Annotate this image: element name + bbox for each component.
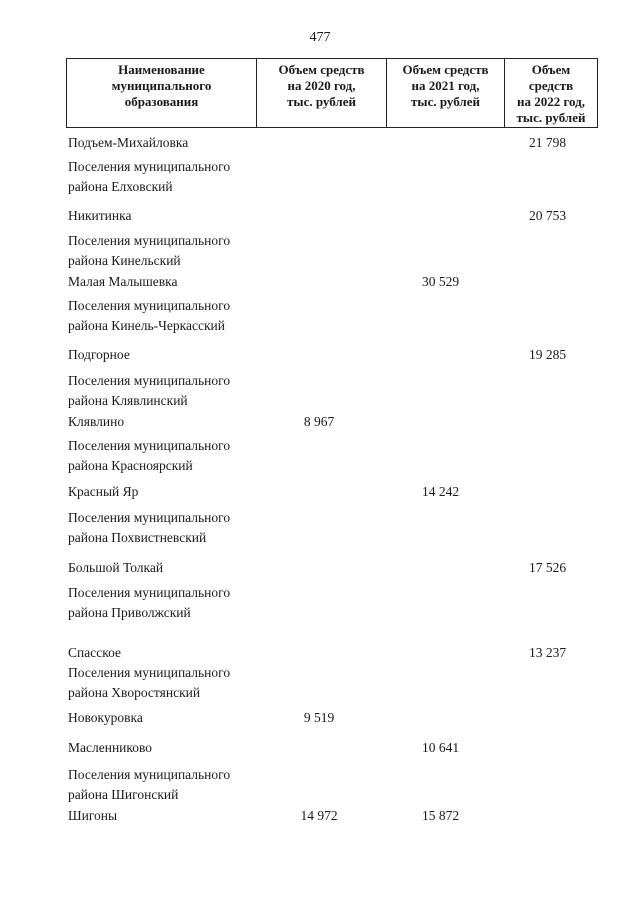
row-name: Поселения муниципального xyxy=(68,438,231,453)
table-row xyxy=(0,391,640,412)
row-name: Поселения муниципального xyxy=(68,510,231,525)
row-name: района Елховский xyxy=(68,179,173,194)
row-name: Поселения муниципального xyxy=(68,767,231,782)
table-row xyxy=(0,528,640,549)
table-header xyxy=(66,58,598,128)
row-name: Поселения муниципального xyxy=(68,665,231,680)
table-row xyxy=(0,708,640,729)
row-name: района Шигонский xyxy=(68,787,179,802)
table-row xyxy=(0,508,640,529)
row-name: района Приволжский xyxy=(68,605,191,620)
table-row xyxy=(0,133,640,154)
value-2022: 20 753 xyxy=(528,208,567,223)
value-2021: 30 529 xyxy=(421,274,460,289)
table-row xyxy=(0,765,640,786)
row-name: Поселения муниципального xyxy=(68,233,231,248)
row-name: района Похвистневский xyxy=(68,530,207,545)
row-name: Подъем-Михайловка xyxy=(68,135,189,150)
value-2020: 8 967 xyxy=(303,414,335,429)
table-row xyxy=(0,371,640,392)
table-row xyxy=(0,603,640,624)
header-2022-column: Объем средств на 2022 год, тыс. рублей xyxy=(516,62,586,125)
table-row xyxy=(0,177,640,198)
table-row xyxy=(0,785,640,806)
table-row xyxy=(0,482,640,503)
table-row xyxy=(0,296,640,317)
header-2020-column: Объем средств на 2020 год, тыс. рублей xyxy=(257,59,387,127)
row-name: Новокуровка xyxy=(68,710,143,725)
row-name: района Красноярский xyxy=(68,458,193,473)
row-name: Красный Яр xyxy=(68,484,139,499)
table-row xyxy=(0,558,640,579)
row-name: Поселения муниципального xyxy=(68,373,231,388)
value-2021: 14 242 xyxy=(421,484,460,499)
table-row xyxy=(0,806,640,827)
value-2021: 15 872 xyxy=(421,808,460,823)
value-2022: 13 237 xyxy=(528,645,567,660)
row-name: Поселения муниципального xyxy=(68,585,231,600)
row-name: Поселения муниципального xyxy=(68,159,231,174)
row-name: района Клявлинский xyxy=(68,393,188,408)
row-name: Спасское xyxy=(68,645,121,660)
row-name: Шигоны xyxy=(68,808,118,823)
table-row xyxy=(0,251,640,272)
value-2020: 14 972 xyxy=(300,808,338,823)
table-row xyxy=(0,738,640,759)
table-row xyxy=(0,643,640,664)
row-name: Клявлино xyxy=(68,414,125,429)
table-row xyxy=(0,583,640,604)
table-row xyxy=(0,345,640,366)
table-row xyxy=(0,412,640,433)
row-name: Малая Малышевка xyxy=(68,274,178,289)
table-row xyxy=(0,663,640,684)
table-row xyxy=(0,272,640,293)
row-name: Масленниково xyxy=(68,740,153,755)
row-name: Никитинка xyxy=(68,208,132,223)
value-2022: 19 285 xyxy=(528,347,567,362)
page-number: 477 xyxy=(309,30,331,45)
row-name: района Хворостянский xyxy=(68,685,201,700)
row-name: района Кинель-Черкасский xyxy=(68,318,225,333)
header-name-column: Наименование муниципального образования xyxy=(67,59,257,127)
table-row xyxy=(0,456,640,477)
value-2022: 21 798 xyxy=(528,135,567,150)
value-2022: 17 526 xyxy=(528,560,567,575)
value-2020: 9 519 xyxy=(303,710,335,725)
table-row xyxy=(0,231,640,252)
table-row xyxy=(0,157,640,178)
row-name: Поселения муниципального xyxy=(68,298,231,313)
row-name: Большой Толкай xyxy=(68,560,164,575)
table-row xyxy=(0,316,640,337)
table-row xyxy=(0,436,640,457)
value-2021: 10 641 xyxy=(421,740,460,755)
table-row xyxy=(0,206,640,227)
header-2021-column: Объем средств на 2021 год, тыс. рублей xyxy=(387,59,505,127)
table-row xyxy=(0,683,640,704)
row-name: Подгорное xyxy=(68,347,130,362)
row-name: района Кинельский xyxy=(68,253,181,268)
